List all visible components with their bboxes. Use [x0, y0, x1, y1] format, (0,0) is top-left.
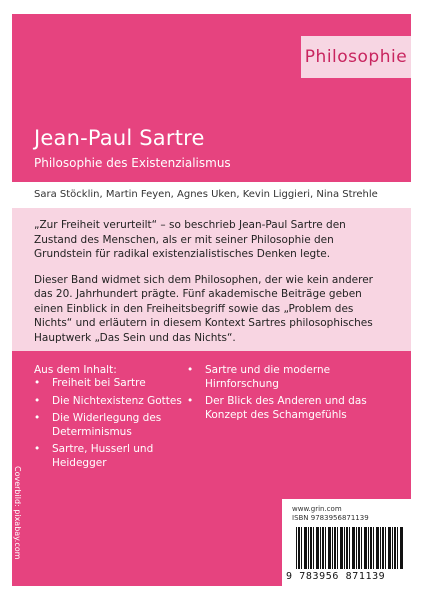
isbn-box	[282, 499, 411, 586]
barcode	[296, 527, 404, 569]
isbn-label: ISBN 9783956871139	[292, 514, 369, 522]
cover-credit: Coverbild: pixabay.com	[13, 466, 22, 560]
list-item: • Sartre und die moderne Hirnforschung	[187, 364, 387, 391]
series-tag: Philosophie	[301, 36, 411, 78]
list-item: • Die Nichtexistenz Gottes	[34, 395, 204, 409]
list-item: • Der Blick des Anderen und das Konzept des Schamgefühls	[187, 395, 387, 422]
book-title: Jean-Paul Sartre	[34, 126, 205, 150]
contents-heading: Aus dem Inhalt:	[34, 364, 117, 376]
contents-list-right	[187, 364, 387, 426]
blurb-paragraph: Dieser Band widmet sich dem Philosophen, der wie kein anderer das 20. Jahrhundert prägte. Fünf akademische Beiträge geben einen Einblick in den Freiheitsbegriff sowie das „Problem des Nichts“ und erläutern in diesem Kontext Sartres philosophisches Hauptwerk „Das Sein und das Nichts“.	[34, 273, 373, 344]
book-subtitle: Philosophie des Existenzialismus	[34, 156, 231, 170]
publisher-url: www.grin.com	[292, 505, 342, 513]
list-item: • Die Widerlegung des Determinismus	[34, 412, 204, 439]
barcode-digits: 9 783956 871139	[286, 571, 386, 582]
list-item: • Sartre, Husserl und Heidegger	[34, 443, 204, 470]
authors-band: Sara Stöcklin, Martin Feyen, Agnes Uken, Kevin Liggieri, Nina Strehle	[12, 182, 411, 208]
list-item: • Freiheit bei Sartre	[34, 377, 204, 391]
blurb-paragraph: „Zur Freiheit verurteilt“ – so beschrieb Jean-Paul Sartre den Zustand des Menschen, als er mit seiner Philosophie den Grundstein für radikal existenzialistisches Denken legte.	[34, 219, 346, 260]
blurb-box	[12, 208, 411, 351]
contents-list-left	[34, 377, 204, 474]
book-back-cover	[12, 14, 411, 586]
